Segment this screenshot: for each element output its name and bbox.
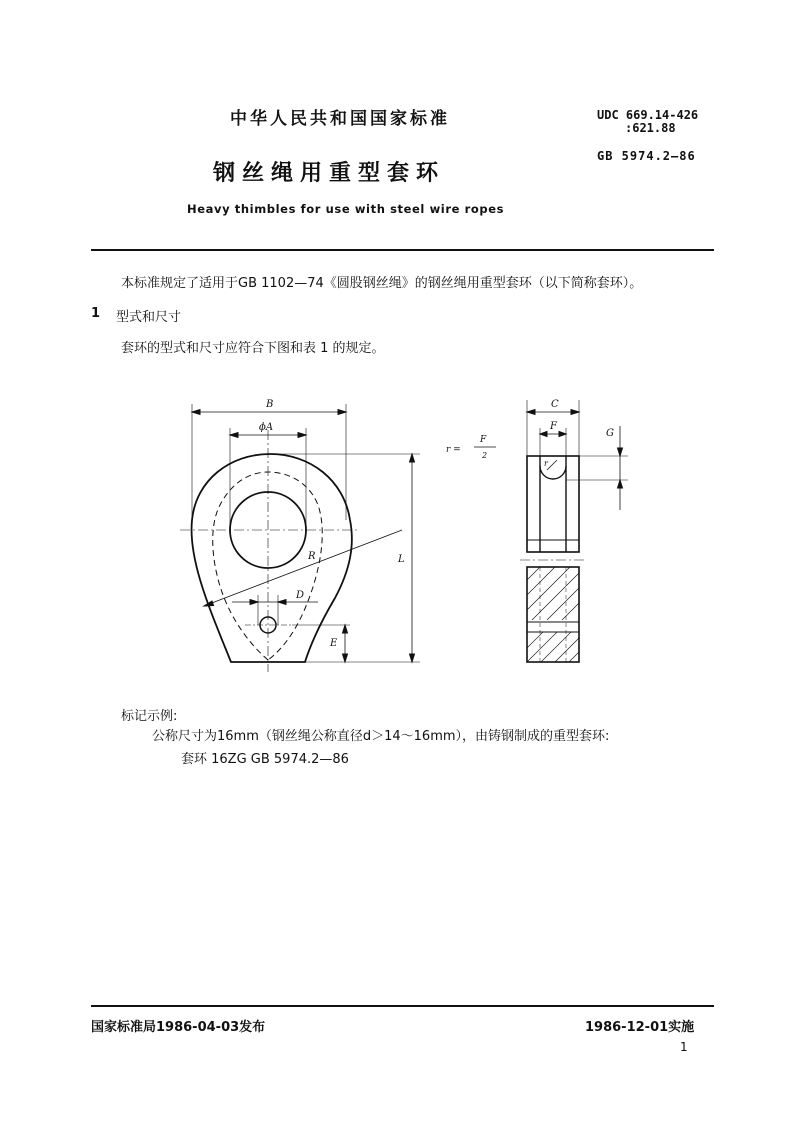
footer-rule — [91, 1005, 714, 1007]
udc-code-cont: :621.88 — [625, 121, 676, 135]
gb-number: GB 5974.2—86 — [597, 149, 696, 163]
effective-date: 1986-12-01实施 — [585, 1020, 695, 1035]
page-title-english: Heavy thimbles for use with steel wire ropes — [187, 202, 505, 216]
intro-paragraph: 本标准规定了适用于GB 1102—74《圆股钢丝绳》的钢丝绳用重型套环（以下简称套环）。 — [121, 276, 643, 291]
dim-label-b: B — [266, 399, 274, 410]
issue-date: 国家标准局1986-04-03发布 — [91, 1020, 266, 1035]
dim-label-c: C — [551, 399, 559, 410]
side-view-upper — [527, 456, 579, 552]
section-number: 1 — [91, 306, 101, 321]
dim-label-e: E — [330, 638, 338, 649]
page-title: 钢丝绳用重型套环 — [213, 161, 446, 186]
dim-label-g: G — [606, 428, 614, 439]
formula-numerator: F — [480, 435, 487, 445]
formula-r: r = — [446, 445, 461, 455]
standard-org-heading: 中华人民共和国国家标准 — [230, 109, 450, 129]
dim-label-a: ϕA — [259, 422, 274, 433]
dim-label-r-small: r — [544, 459, 548, 468]
thimble-outer-outline — [192, 454, 352, 662]
marking-title: 标记示例: — [121, 709, 178, 724]
marking-example: 套环 16ZG GB 5974.2—86 — [181, 752, 349, 767]
section-title: 型式和尺寸 — [116, 310, 182, 325]
dim-label-f: F — [550, 421, 557, 432]
page-number: 1 — [680, 1040, 688, 1054]
marking-description: 公称尺寸为16mm（钢丝绳公称直径d＞14～16mm），由铸钢制成的重型套环: — [152, 729, 610, 744]
dim-label-l: L — [398, 554, 405, 565]
formula-denominator: 2 — [482, 451, 488, 460]
section-paragraph: 套环的型式和尺寸应符合下图和表 1 的规定。 — [121, 341, 385, 356]
side-view-section — [527, 567, 579, 662]
udc-code: UDC 669.14-426 — [597, 108, 699, 122]
dim-label-r-big: R — [308, 551, 316, 562]
dim-label-d: D — [296, 590, 305, 601]
